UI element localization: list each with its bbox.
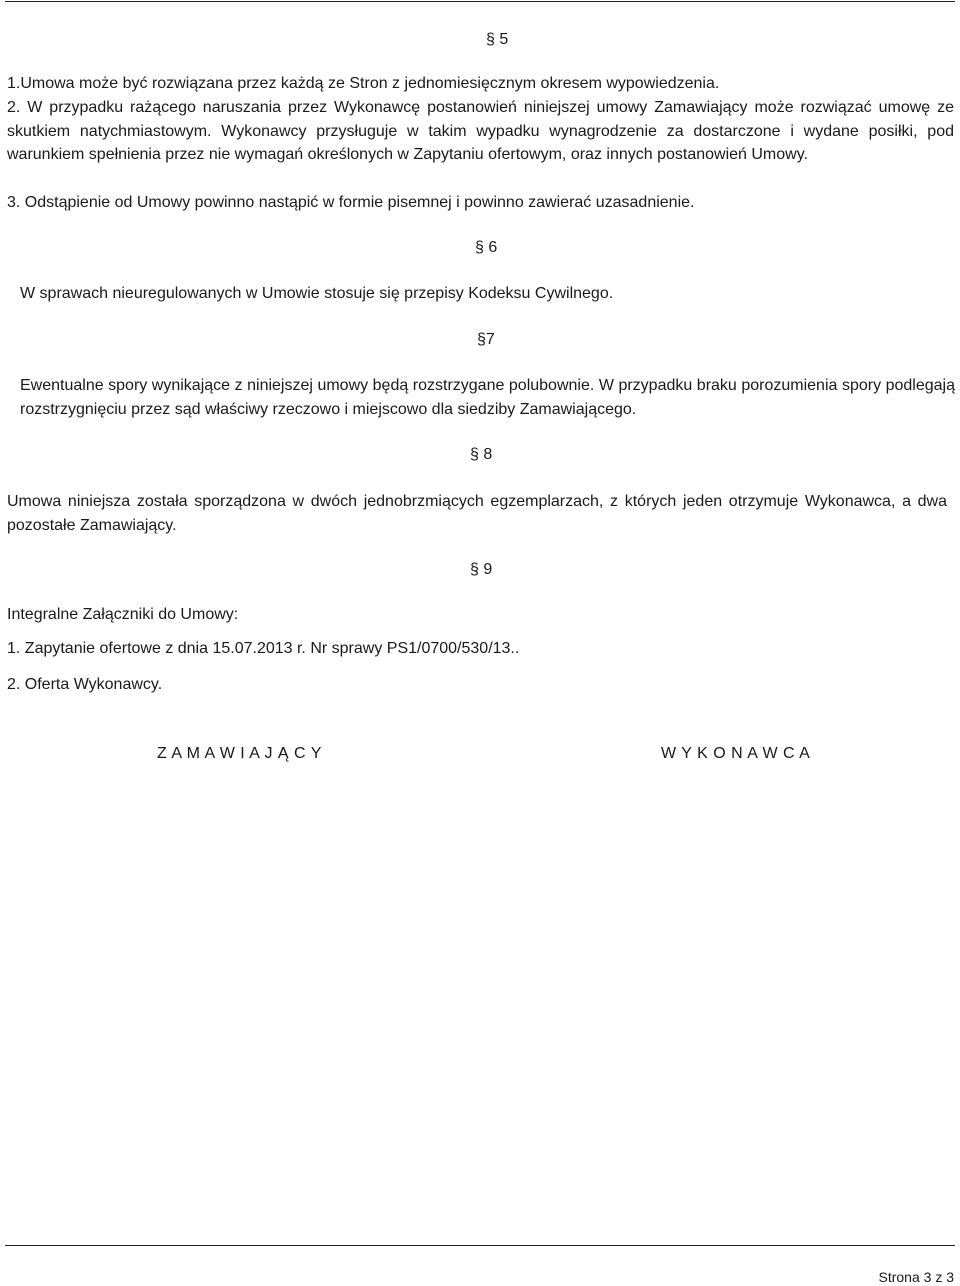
section-9-heading: § 9 xyxy=(470,561,493,578)
section-8-text: Umowa niniejsza została sporządzona w dwóch jednobrzmiących egzemplarzach, z których jeden otrzymuje Wykonawca, a dwa pozostałe Zamawiający. xyxy=(7,493,947,534)
header-rule xyxy=(5,1,955,2)
section-5-item-3: 3. Odstąpienie od Umowy powinno nastąpić w formie pisemnej i powinno zawierać uzasadnienie. xyxy=(7,194,695,211)
section-5-heading: § 5 xyxy=(486,31,509,48)
section-8-heading: § 8 xyxy=(470,446,493,463)
attachment-item: 2. Oferta Wykonawcy. xyxy=(7,676,163,693)
attachment-item: 1. Zapytanie ofertowe z dnia 15.07.2013 r. Nr sprawy PS1/0700/530/13.. xyxy=(7,640,520,657)
page-number: Strona 3 z 3 xyxy=(878,1269,954,1285)
attachments-label: Integralne Załączniki do Umowy: xyxy=(7,606,239,623)
footer-rule xyxy=(5,1245,955,1246)
section-6-heading: § 6 xyxy=(475,239,498,256)
section-7-heading: §7 xyxy=(477,331,495,348)
signature-zamawiajacy: Z A M A W I A J Ą C Y xyxy=(157,745,322,762)
section-5-item-2: 2. W przypadku rażącego naruszania przez Wykonawcę postanowień niniejszej umowy Zamawiający może rozwiązać umowę ze skutkiem natychmiastowym. Wykonawcy przysługuje w takim wypadku wynagrodzenie za dostarczone i wydane posiłki, pod warunkiem spełnienia przez nie wymagań określonych w Zapytaniu ofertowym, oraz innych postanowień Umowy. xyxy=(7,99,954,163)
section-6-text: W sprawach nieuregulowanych w Umowie stosuje się przepisy Kodeksu Cywilnego. xyxy=(20,285,614,302)
signature-wykonawca: W Y K O N A W C A xyxy=(661,745,811,762)
section-5-item-1: 1.Umowa może być rozwiązana przez każdą ze Stron z jednomiesięcznym okresem wypowiedzenia. xyxy=(7,75,720,92)
section-7-text: Ewentualne spory wynikające z niniejszej umowy będą rozstrzygane polubownie. W przypadku braku porozumienia spory podlegają rozstrzygnięciu przez sąd właściwy rzeczowo i miejscowo dla siedziby Zamawiającego. xyxy=(20,377,955,418)
